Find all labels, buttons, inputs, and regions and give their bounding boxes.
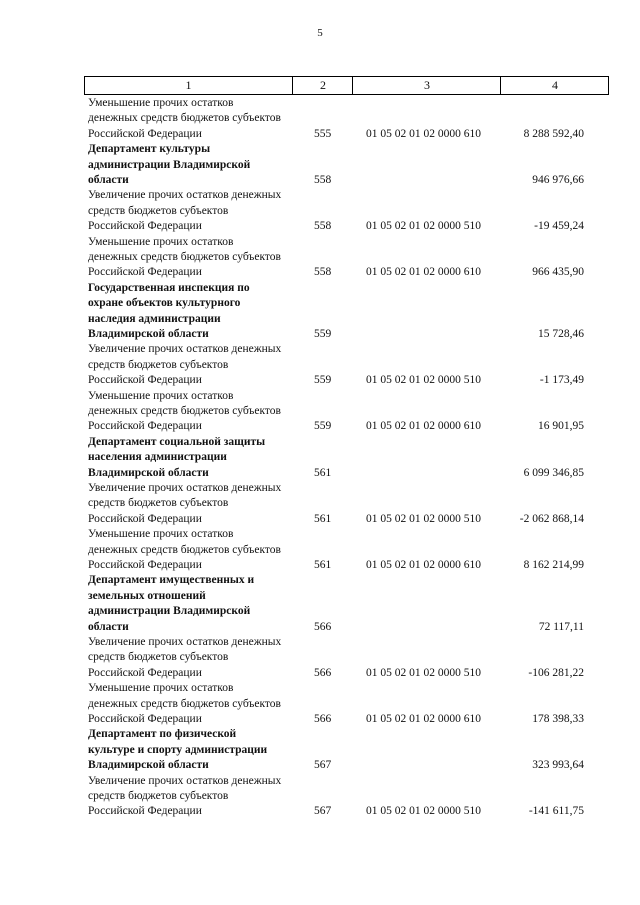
table-row (0, 188, 640, 234)
amount: -141 611,75 (528, 805, 584, 818)
row-name-line: Увеличение прочих остатков денежных (88, 482, 282, 494)
source-code: 01 05 02 01 02 0000 510 (366, 220, 481, 233)
row-name (88, 281, 303, 343)
row-name-line: Российской Федерации (88, 512, 202, 525)
table-row (0, 235, 640, 281)
table-row (0, 681, 640, 727)
amount: 966 435,90 (532, 266, 584, 279)
row-name-line: Российской Федерации (88, 805, 202, 818)
table-row (0, 96, 640, 142)
admin-code: 559 (314, 374, 332, 387)
table-row (0, 389, 640, 435)
row-name (88, 96, 303, 142)
admin-code: 558 (314, 220, 332, 233)
row-name-line: Российской Федерации (88, 127, 202, 140)
amount: 946 976,66 (532, 173, 584, 186)
row-name-line: Департамент имущественных и (88, 574, 255, 587)
row-name-line: Российской Федерации (88, 266, 202, 279)
row-name-line: денежных средств бюджетов субъектов (88, 543, 281, 556)
row-name (88, 188, 303, 234)
row-name-line: населения администрации (88, 451, 227, 464)
row-name-line: Департамент по физической (88, 728, 237, 741)
row-name (88, 635, 303, 681)
row-name-line: наследия администрации (88, 312, 221, 325)
header-col-3: 3 (352, 77, 501, 94)
header-col-2: 2 (292, 77, 353, 94)
table-row (0, 142, 640, 188)
row-name-line: Российской Федерации (88, 559, 202, 571)
row-name (88, 573, 303, 635)
amount: 8 288 592,40 (523, 127, 584, 140)
row-name-line: средств бюджетов субъектов (88, 790, 229, 802)
amount: 6 099 346,85 (523, 466, 584, 479)
row-name-line: денежных средств бюджетов субъектов (88, 112, 281, 125)
table-row (0, 527, 640, 573)
amount: -19 459,24 (534, 220, 584, 233)
header-col-4: 4 (500, 77, 609, 94)
row-name (88, 527, 303, 573)
table-row (0, 342, 640, 388)
source-code: 01 05 02 01 02 0000 610 (366, 558, 481, 571)
row-name-line: Российской Федерации (88, 220, 202, 233)
row-name (88, 235, 303, 281)
amount: 16 901,95 (538, 420, 584, 433)
row-name-line: Уменьшение прочих остатков (88, 97, 234, 109)
row-name (88, 727, 303, 773)
row-name-line: охране объектов культурного (88, 297, 241, 310)
row-name-line: Уменьшение прочих остатков (88, 682, 234, 695)
row-name-line: культуре и спорту администрации (88, 743, 268, 756)
row-name (88, 481, 303, 527)
source-code: 01 05 02 01 02 0000 610 (366, 127, 481, 140)
row-name-line: денежных средств бюджетов субъектов (88, 697, 281, 710)
admin-code: 558 (314, 266, 332, 279)
admin-code: 567 (314, 805, 332, 818)
row-name-line: Российской Федерации (88, 666, 202, 679)
table-row (0, 435, 640, 481)
admin-code: 566 (314, 712, 332, 725)
row-name-line: земельных отношений (88, 589, 206, 602)
row-name-line: Российской Федерации (88, 420, 202, 433)
admin-code: 555 (314, 127, 332, 140)
source-code: 01 05 02 01 02 0000 510 (366, 666, 481, 679)
row-name-line: Департамент культуры (88, 143, 211, 156)
amount: 15 728,46 (538, 327, 584, 340)
table-row (0, 727, 640, 773)
row-name-line: средств бюджетов субъектов (88, 651, 229, 664)
row-name-line: Увеличение прочих остатков денежных (88, 636, 282, 648)
row-name-line: администрации Владимирской (88, 158, 251, 171)
source-code: 01 05 02 01 02 0000 610 (366, 420, 481, 433)
amount: -2 062 868,14 (519, 512, 584, 525)
admin-code: 561 (314, 558, 332, 571)
admin-code: 561 (314, 466, 332, 479)
row-name (88, 142, 303, 188)
row-name-line: Владимирской области (88, 328, 209, 341)
source-code: 01 05 02 01 02 0000 510 (366, 805, 481, 818)
source-code: 01 05 02 01 02 0000 510 (366, 374, 481, 387)
row-name-line: Увеличение прочих остатков денежных (88, 343, 282, 356)
source-code: 01 05 02 01 02 0000 510 (366, 512, 481, 525)
row-name (88, 435, 303, 481)
source-code: 01 05 02 01 02 0000 610 (366, 712, 481, 725)
row-name-line: денежных средств бюджетов субъектов (88, 405, 281, 417)
row-name-line: денежных средств бюджетов субъектов (88, 251, 281, 263)
row-name (88, 774, 303, 820)
row-name-line: средств бюджетов субъектов (88, 204, 229, 217)
admin-code: 559 (314, 420, 332, 433)
row-name-line: Увеличение прочих остатков денежных (88, 189, 282, 202)
page-number: 5 (317, 27, 323, 39)
admin-code: 566 (314, 666, 332, 679)
row-name-line: области (88, 174, 129, 186)
admin-code: 558 (314, 173, 332, 186)
admin-code: 561 (314, 512, 332, 525)
row-name-line: Владимирской области (88, 759, 209, 772)
source-code: 01 05 02 01 02 0000 610 (366, 266, 481, 279)
row-name-line: средств бюджетов субъектов (88, 497, 229, 510)
row-name-line: Уменьшение прочих остатков (88, 528, 234, 541)
amount: -1 173,49 (539, 374, 584, 387)
header-col-1: 1 (185, 78, 192, 92)
row-name-line: Государственная инспекция по (88, 281, 250, 294)
row-name (88, 389, 303, 435)
row-name-line: Российской Федерации (88, 374, 202, 387)
table-row (0, 281, 640, 343)
amount: -106 281,22 (528, 666, 584, 679)
amount: 178 398,33 (532, 712, 584, 725)
table-row (0, 573, 640, 635)
amount: 323 993,64 (532, 759, 584, 772)
admin-code: 566 (314, 620, 332, 633)
row-name-line: Уменьшение прочих остатков (88, 235, 234, 248)
row-name-line: Уменьшение прочих остатков (88, 389, 234, 402)
row-name-line: Владимирской области (88, 466, 209, 479)
row-name-line: Департамент социальной защиты (88, 435, 266, 448)
admin-code: 567 (314, 759, 332, 772)
row-name-line: администрации Владимирской (88, 605, 251, 618)
row-name-line: Увеличение прочих остатков денежных (88, 774, 282, 787)
row-name-line: средств бюджетов субъектов (88, 358, 229, 371)
table-row (0, 481, 640, 527)
row-name-line: области (88, 620, 129, 633)
table-row (0, 635, 640, 681)
row-name (88, 681, 303, 727)
admin-code: 559 (314, 327, 332, 340)
table-row (0, 774, 640, 820)
amount: 72 117,11 (538, 620, 584, 633)
row-name (88, 342, 303, 388)
table-header (84, 76, 609, 95)
row-name-line: Российской Федерации (88, 713, 202, 725)
amount: 8 162 214,99 (523, 558, 584, 571)
